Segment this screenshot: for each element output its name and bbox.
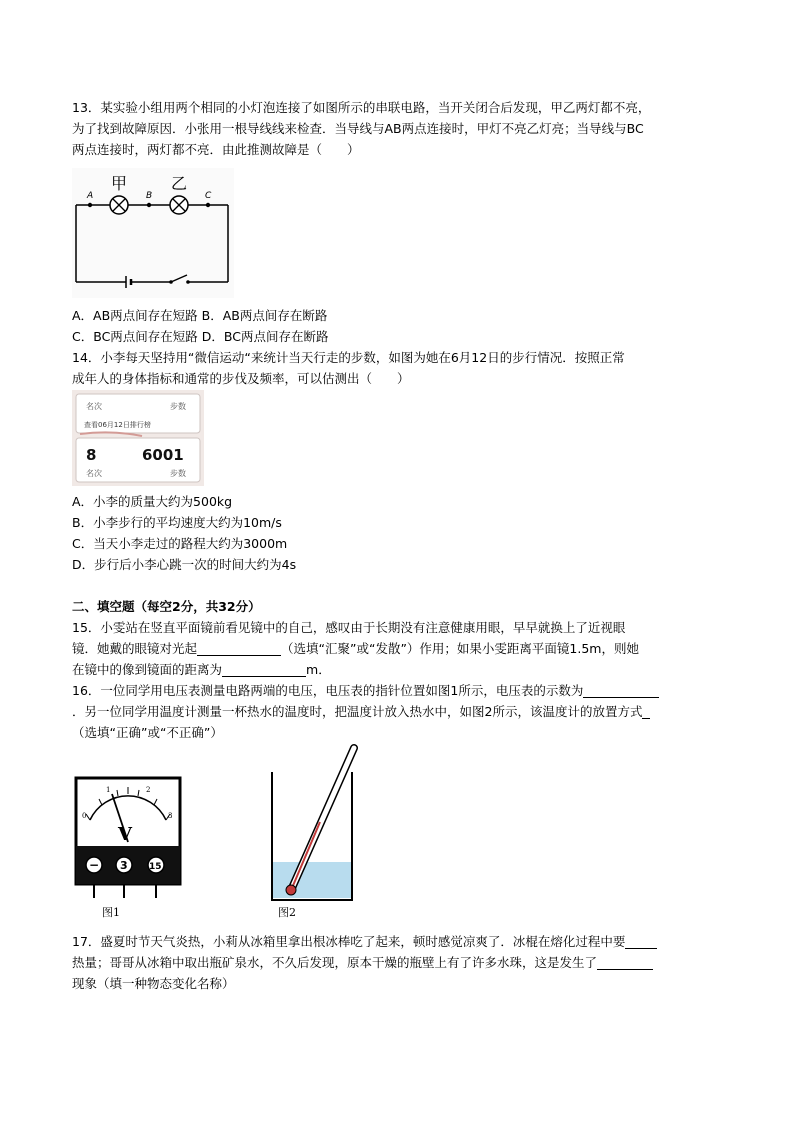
card-rank-header: 名次 <box>86 402 102 411</box>
hot-water <box>272 862 352 898</box>
q17-line-3: 现象（填一种物态变化名称） <box>72 976 235 991</box>
q17-line-2 <box>72 953 653 973</box>
q17-blank-1[interactable] <box>625 934 657 949</box>
svg-text:15: 15 <box>149 862 162 872</box>
thermometer-figure <box>262 742 372 920</box>
q17-line-1 <box>72 932 657 952</box>
terminal-15-icon <box>148 857 164 873</box>
q14-option-a: A．小李的质量大约为500kg <box>72 494 233 509</box>
terminal-3-icon <box>116 857 132 873</box>
q14-option-b: B．小李步行的平均速度大约为10m/s <box>72 515 282 530</box>
node-c <box>206 203 210 207</box>
label-c: C <box>205 191 212 201</box>
q16-blank-2[interactable] <box>642 704 650 719</box>
q15-line-1: 15．小雯站在竖直平面镜前看见镜中的自己，感叹由于长期没有注意健康用眼，早早就换上了近视眼 <box>72 620 626 635</box>
q16-line-3: （选填“正确”或“不正确”） <box>72 725 223 740</box>
svg-text:−: − <box>89 858 100 872</box>
q15-line-3 <box>72 660 331 680</box>
card-view-ranking: 查看06月12日排行榜 <box>84 421 151 429</box>
q13-line-3: 两点连接时，两灯都不亮．由此推测故障是（ ） <box>72 142 360 157</box>
fig1-caption: 图1 <box>102 906 120 919</box>
scale-label-0: 0 <box>82 812 87 820</box>
node-a <box>88 203 92 207</box>
card-rank-footer: 名次 <box>86 469 102 478</box>
svg-text:3: 3 <box>120 859 128 872</box>
q14-line-1: 14．小李每天坚持用“微信运动“来统计当天行走的步数，如图为她在6月12日的步行情况．按照正常 <box>72 350 625 365</box>
voltmeter-figure <box>72 770 184 920</box>
q13-line-2: 为了找到故障原因．小张用一根导线线来检查．当导线与AB两点连接时，甲灯不亮乙灯亮；当导线与BC <box>72 121 644 136</box>
q17-line-2-text: 热量；哥哥从冰箱中取出瓶矿泉水，不久后发现，原本干燥的瓶壁上有了许多水珠，这是发生了 <box>72 955 598 970</box>
q14-option-d: D．步行后小李心跳一次的时间大约为4s <box>72 557 297 572</box>
q15-blank-1[interactable] <box>197 641 281 656</box>
scale-label-3: 3 <box>168 812 173 820</box>
q15-line-3-suffix: m． <box>306 662 331 677</box>
q14-line-2: 成年人的身体指标和通常的步伐及频率，可以估测出（ ） <box>72 371 410 386</box>
q15-blank-2[interactable] <box>222 662 306 677</box>
card-steps-value: 6001 <box>142 446 184 464</box>
q16-line-1 <box>72 681 659 701</box>
card-steps-footer: 步数 <box>170 469 186 478</box>
scale-label-2: 2 <box>146 786 151 794</box>
wechat-steps-card <box>72 390 204 486</box>
label-b: B <box>146 191 153 201</box>
lamp-yi-label: 乙 <box>171 174 188 193</box>
q16-line-1-text: 16．一位同学用电压表测量电路两端的电压，电压表的指针位置如图1所示，电压表的示数为 <box>72 683 584 698</box>
label-a: A <box>87 191 94 201</box>
scale-label-1: 1 <box>106 786 111 794</box>
q16-line-2-text: ．另一位同学用温度计测量一杯热水的温度时，把温度计放入热水中，如图2所示，该温度计的放置方式 <box>72 704 643 719</box>
lamp-jia-label: 甲 <box>111 174 128 193</box>
section-heading: 二、填空题（每空2分，共32分） <box>72 599 261 614</box>
q13-line-1: 13．某实验小组用两个相同的小灯泡连接了如图所示的串联电路，当开关闭合后发现，甲乙两灯都不亮， <box>72 100 651 115</box>
q17-blank-2[interactable] <box>597 955 653 970</box>
q17-line-1-text: 17．盛夏时节天气炎热，小莉从冰箱里拿出根冰棒吃了起来，顿时感觉凉爽了．冰棍在熔化过程中要 <box>72 934 626 949</box>
card-rank-value: 8 <box>86 446 97 464</box>
q15-line-2-prefix: 镜．她戴的眼镜对光起 <box>72 641 198 656</box>
q16-blank-1[interactable] <box>583 683 659 698</box>
q13-options-ab: A．AB两点间存在短路 B．AB两点间存在断路 <box>72 308 328 323</box>
lamp-yi-icon <box>170 196 188 214</box>
voltmeter-symbol: V <box>118 824 132 845</box>
lamp-jia-icon <box>110 196 128 214</box>
q13-options-cd: C．BC两点间存在短路 D．BC两点间存在断路 <box>72 329 329 344</box>
q15-line-2 <box>72 639 639 659</box>
series-circuit-diagram <box>72 168 234 298</box>
q16-line-2 <box>72 702 650 722</box>
card-steps-header: 步数 <box>170 402 186 411</box>
q15-line-2-suffix: （选填“汇聚”或“发散”）作用；如果小雯距离平面镜1.5m，则她 <box>281 641 639 656</box>
q15-line-3-prefix: 在镜中的像到镜面的距离为 <box>72 662 223 677</box>
fig2-caption: 图2 <box>278 906 296 919</box>
terminal-negative-icon <box>86 857 102 873</box>
q14-option-c: C．当天小李走过的路程大约为3000m <box>72 536 288 551</box>
node-b <box>147 203 151 207</box>
